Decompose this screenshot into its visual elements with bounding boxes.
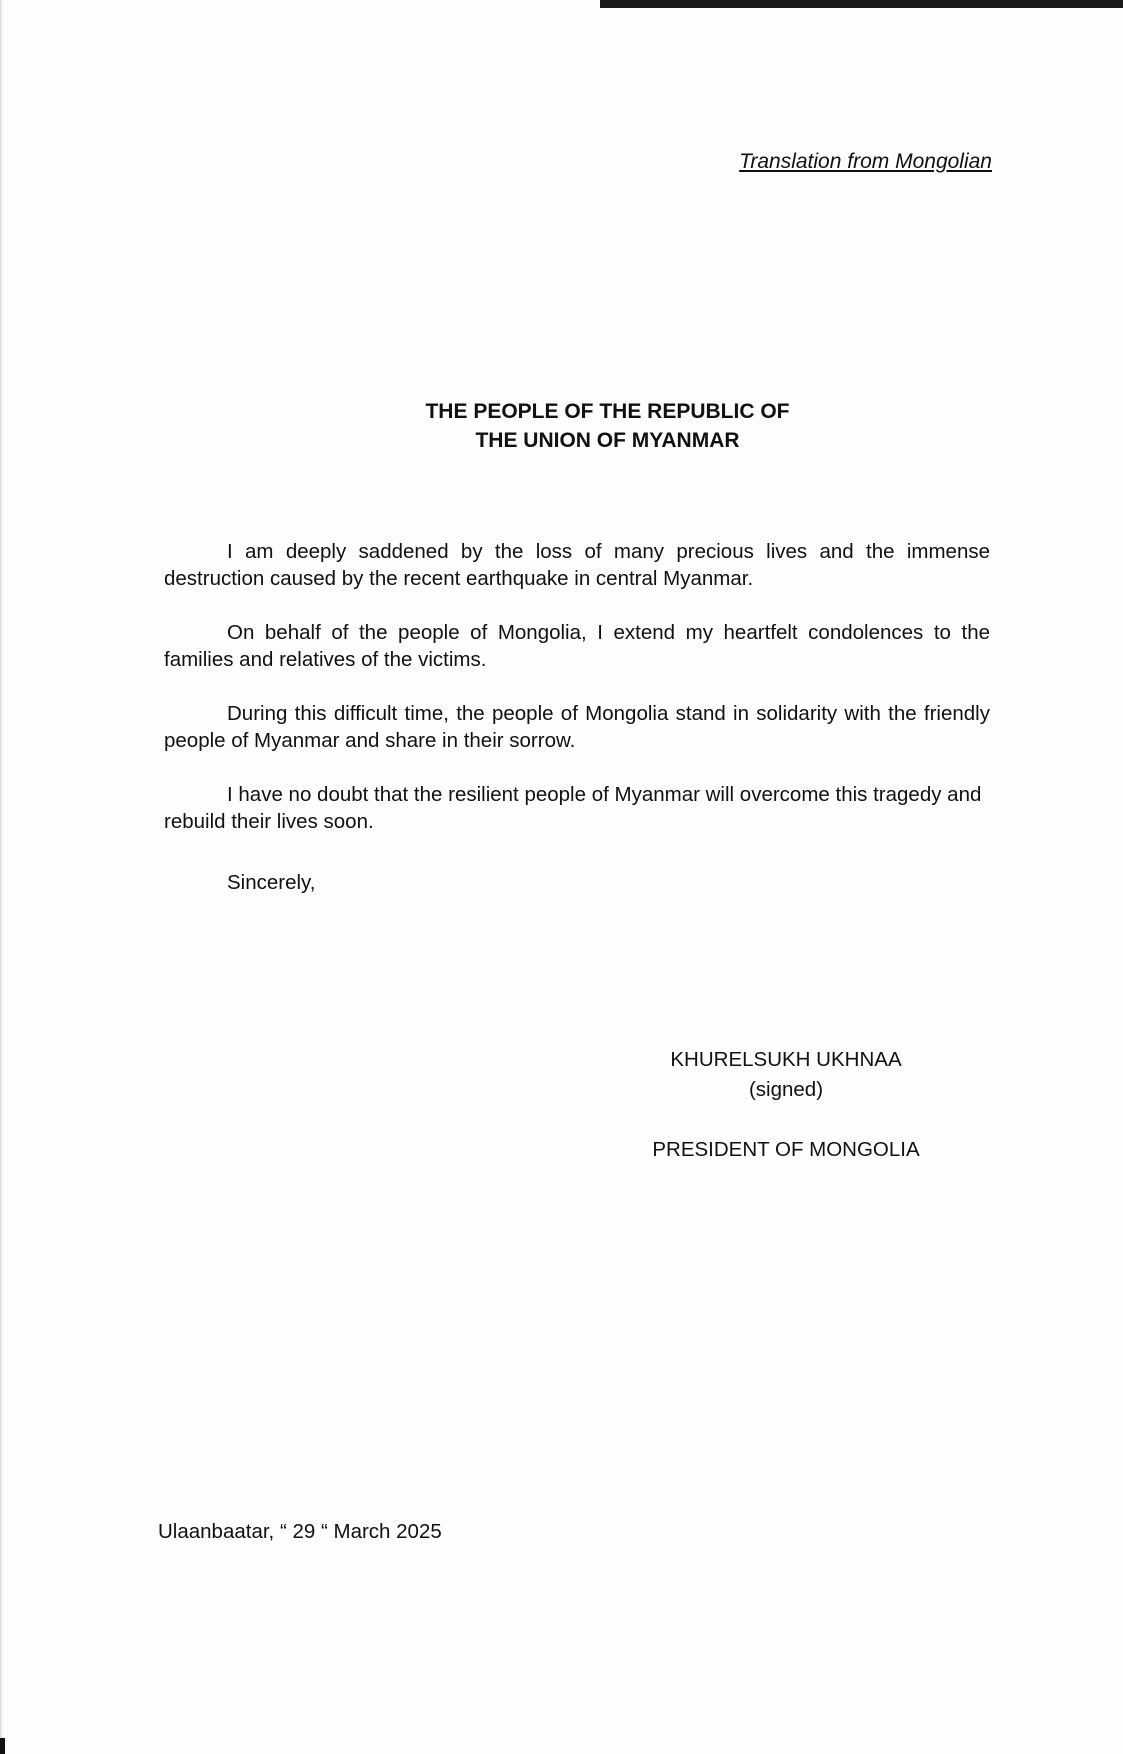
paragraph-4: I have no doubt that the resilient people of Myanmar will overcome this tragedy and rebuild their lives soon. xyxy=(164,783,982,833)
signatory-name: KHURELSUKH UKHNAA xyxy=(670,1048,902,1071)
addressee-heading xyxy=(200,397,1015,455)
signature-status: (signed) xyxy=(748,1078,824,1101)
paragraph-3: During this difficult time, the people of Mongolia stand in solidarity with the friendly people of Myanmar and share in their sorrow. xyxy=(164,702,990,752)
addressee-line-2: THE UNION OF MYANMAR xyxy=(475,429,740,452)
paragraph-1: I am deeply saddened by the loss of many precious lives and the immense destruction caused by the recent earthquake in central Myanmar. xyxy=(164,540,990,590)
scan-speck xyxy=(0,1738,5,1754)
closing-salutation: Sincerely, xyxy=(227,871,316,894)
signatory-title: PRESIDENT OF MONGOLIA xyxy=(652,1138,920,1161)
addressee-line-1: THE PEOPLE OF THE REPUBLIC OF xyxy=(425,400,790,423)
place-and-date: Ulaanbaatar, “ 29 “ March 2025 xyxy=(158,1520,442,1543)
scan-edge-left xyxy=(0,0,3,1754)
signature-block xyxy=(600,1045,972,1165)
letter-body xyxy=(164,538,990,862)
signature-spacer xyxy=(600,1105,972,1135)
translation-note: Translation from Mongolian xyxy=(739,150,992,173)
paragraph-2: On behalf of the people of Mongolia, I extend my heartfelt condolences to the families and relatives of the victims. xyxy=(164,621,990,671)
scan-edge-top xyxy=(600,0,1123,8)
